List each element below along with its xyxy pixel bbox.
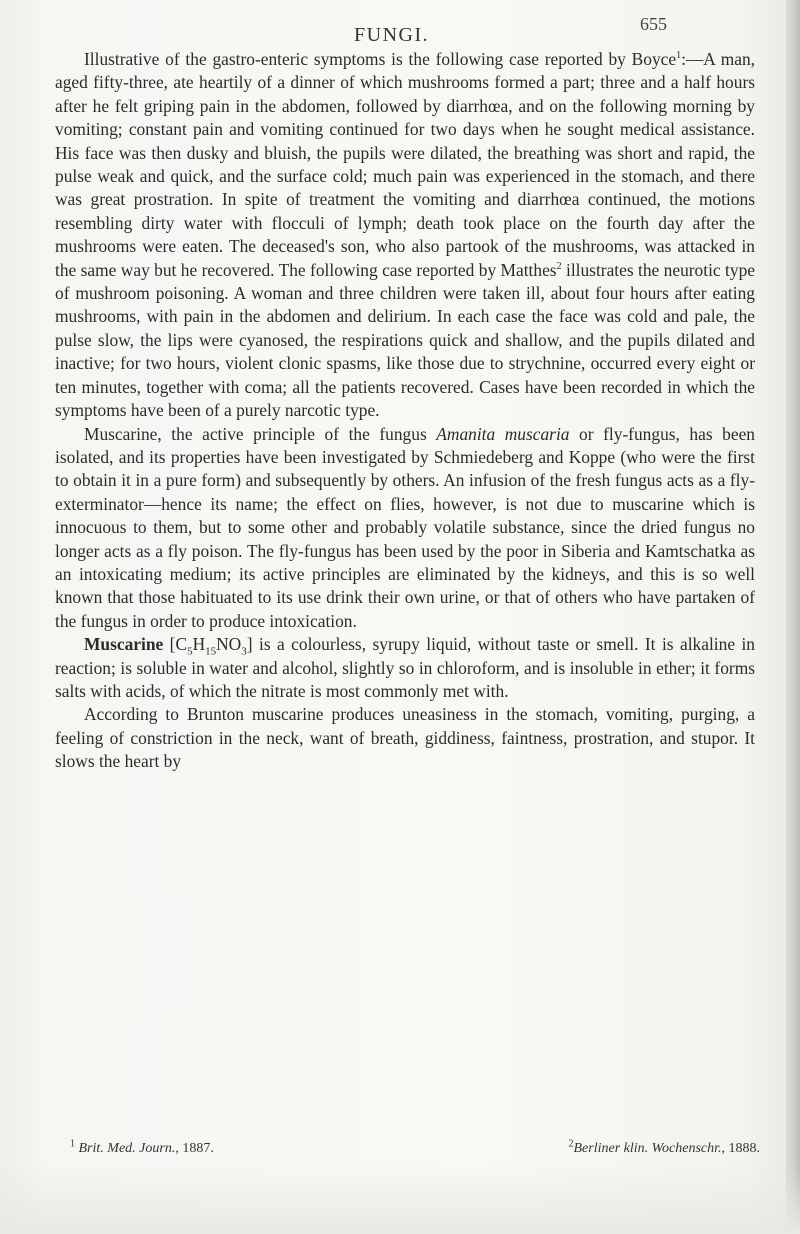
page-bottom-shadow [0, 1164, 800, 1234]
running-title: FUNGI. [354, 24, 430, 46]
footnote-2: $^2$Berliner klin. Wochenschr., 1888. [568, 1138, 760, 1156]
paragraph-case-reports: Illustrative of the gastro-enteric symptoms is the following case reported by Boyce$^1$:—A man, aged fifty-three, ate heartily of a dinner of which mushrooms formed a part; three and a half hours after he felt griping pain in the abdomen, followed by diarrhœa, and on the following morning by vomiting; constant pain and vomiting continued for two days when he sought medical assistance. His face was then dusky and bluish, the pupils were dilated, the breathing was short and rapid, the pulse weak and quick, and the surface cold; much pain was experienced in the stomach, and there was great prostration. In spite of treatment the vomiting and diarrhœa continued, the motions resembling dirty water with flocculi of lymph; death took place on the fourth day after the mushrooms were eaten. The deceased's son, who also partook of the mushrooms, was attacked in the same way but he recovered. The following case reported by Matthes$^2$ illustrates the neurotic type of mushroom poisoning. A woman and three children were taken ill, about four hours after eating mushrooms, with pain in the abdomen and delirium. In each case the face was cold and pale, the pulse slow, the lips were cyanosed, the respirations quick and shallow, and the pupils dilated and inactive; for two hours, violent clonic spasms, like those due to strychnine, occurred every eight or ten minutes, together with coma; all the patients recovered. Cases have been recorded in which the symptoms have been of a purely narcotic type. [55, 49, 755, 421]
species-name: Amanita muscaria [436, 423, 570, 444]
page-edge-shadow [786, 0, 800, 1234]
footnote-ref-1: 1 [676, 50, 682, 62]
chemical-formula: $[C_5H_{15}NO_3]$ [169, 634, 253, 658]
footnote-ref-2: 2 [556, 260, 562, 272]
run-in-heading: Muscarine [84, 634, 164, 655]
running-head [0, 14, 786, 44]
footnotes [70, 1140, 760, 1158]
paragraph-muscarine-properties: Muscarine $[C_5H_{15}NO_3]$ is a colourless, syrupy liquid, without taste or smell. It is alkaline in reaction; is soluble in water and alcohol, slightly so in chloroform, and is insoluble in ether; it forms salts with acids, of which the nitrate is most commonly met with. [55, 634, 756, 701]
paragraph-muscarine-effects: According to Brunton muscarine produces uneasiness in the stomach, vomiting, purging, a feeling of constriction in the neck, want of breath, giddiness, faintness, prostration, and stupor. It slows the heart by [55, 704, 755, 772]
page-number: 655 [640, 14, 667, 34]
body-text [55, 48, 755, 774]
paragraph-muscarine-origin: Muscarine, the active principle of the fungus Amanita muscaria or fly-fungus, has been isolated, and its properties have been investigated by Schmiedeberg and Koppe (who were the first to obtain it in a pure form) and subsequently by others. An infusion of the fresh fungus acts as a fly-exterminator—hence its name; the effect on flies, however, is not due to muscarine which is innocuous to them, but to some other and probably volatile substance, since the dried fungus no longer acts as a fly poison. The fly-fungus has been used by the poor in Siberia and Kamtschatka as an intoxicating medium; its active principles are eliminated by the kidneys, and this is so well known that those habituated to its use drink their own urine, or that of others who have partaken of the fungus in order to produce intoxication. [55, 423, 755, 631]
footnote-1: $^1$ Brit. Med. Journ., 1887. [70, 1138, 214, 1156]
